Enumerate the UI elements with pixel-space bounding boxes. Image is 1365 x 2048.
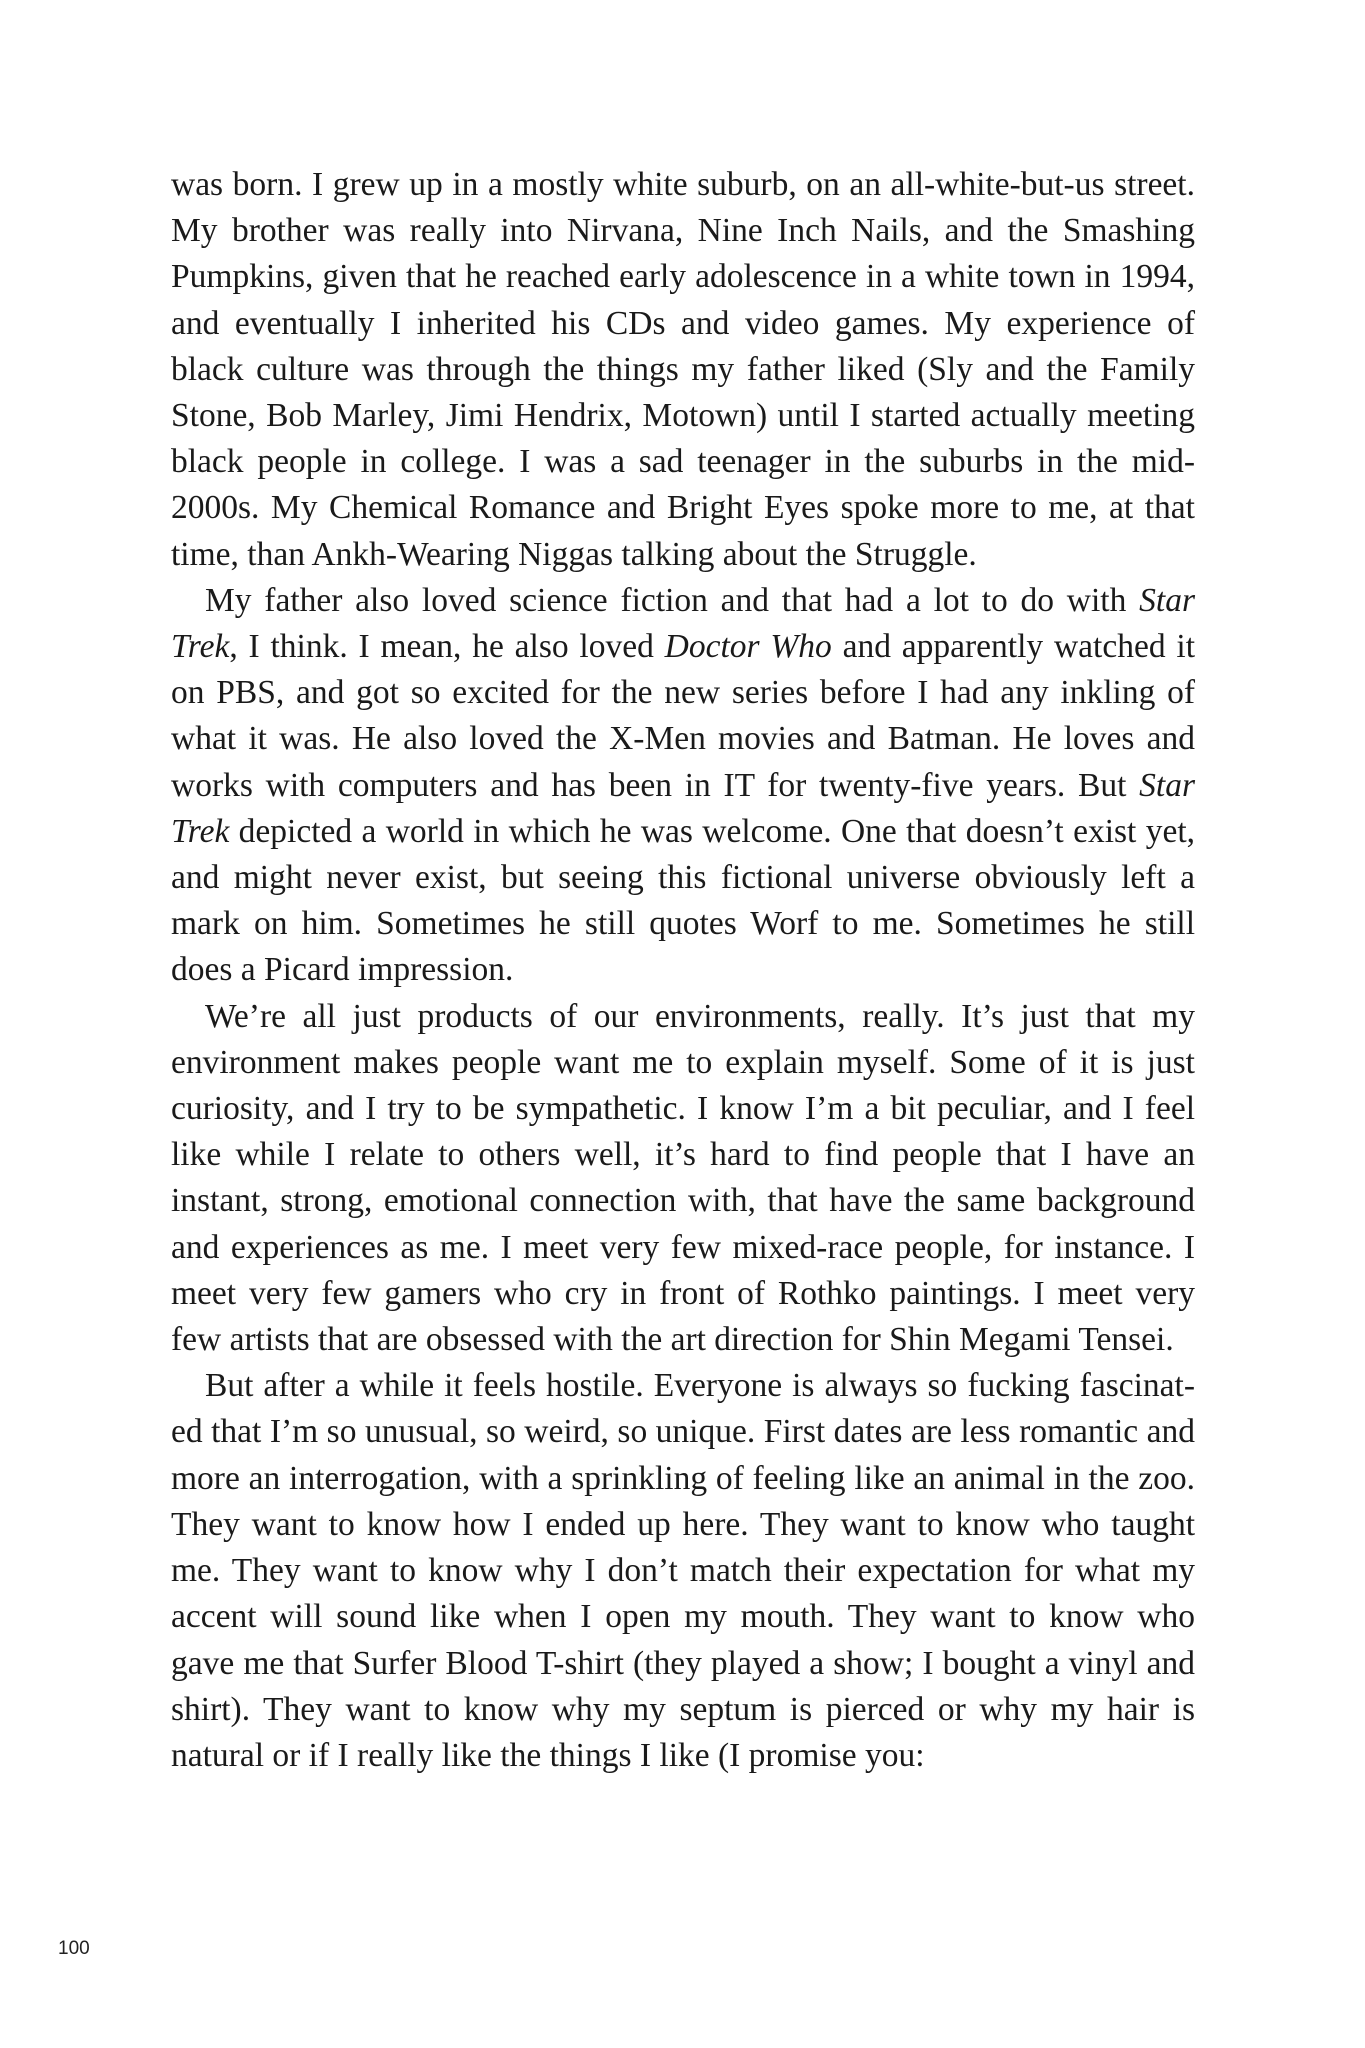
text-run: was born. I grew up in a mostly white suburb, on an all-white-but-us street. My brother was really into Nirvana, Nine Inch Nails, and the Smashing Pumpkins, given that he reached early adolescence in a white town in 1994, and eventually I inherited his CDs and video games. My experience of black culture was through the things my father liked (Sly and the Family Stone, Bob Marley, Jimi Hendrix, Motown) until I started actually meeting black people in college. I was a sad teenager in the suburbs in the mid-2000s. My Chemical Romance and Bright Eyes spoke more to me, at that time, than Ankh-Wearing Niggas talking about the Struggle.	[171, 166, 1195, 573]
text-run: depicted a world in which he was welcome. One that doesn’t exist yet, and might never exist, but seeing this fictional universe obviously left a mark on him. Sometimes he still quotes Worf to me. Sometimes he still does a Picard impression.	[171, 812, 1195, 989]
text-run: , I think. I mean, he also loved	[229, 628, 665, 666]
text-run: But after a while it feels hostile. Everyone is always so fucking fascinated that I’m so unusual, so weird, so unique. First dates are less romantic and more an interrogation, with a sprinkling of feeling like an animal in the zoo. They want to know how I ended up here. They want to know who taught me. They want to know why I don’t match their expectation for what my accent will sound like when I open my mouth. They want to know who gave me that Surfer Blood T-shirt (they played a show; I bought a vinyl and shirt). They want to know why my septum is pierced or why my hair is natural or if I really like the things I like (I promise you:	[171, 1367, 1195, 1774]
text-run: and apparently watched it on PBS, and got so excited for the new series before I had any inkling of what it was. He also loved the X-Men movies and Batman. He loves and works with computers and has been in IT for twenty-five years. But	[171, 628, 1196, 804]
paragraph-2	[171, 578, 1195, 994]
page-body-text	[171, 162, 1195, 1779]
paragraph-4	[171, 1363, 1195, 1779]
text-run: My father also loved science fiction and that had a lot to do with	[205, 581, 1140, 619]
text-run: We’re all just products of our environments, really. It’s just that my environment makes people want me to explain myself. Some of it is just curiosity, and I try to be sympathetic. I know I’m a bit peculiar, and I feel like while I relate to others well, it’s hard to find people that I have an instant, strong, emotional connection with, that have the same background and experiences as me. I meet very few mixed-race people, for instance. I meet very few gamers who cry in front of Rothko paintings. I meet very few artists that are obsessed with the art direction for Shin Megami Tensei.	[171, 997, 1195, 1359]
title-star-trek: Star Trek	[171, 766, 1195, 850]
page-number: 100	[58, 1938, 90, 1959]
paragraph-1	[171, 162, 1195, 578]
paragraph-3	[171, 994, 1195, 1364]
title-doctor-who: Doctor Who	[664, 628, 832, 666]
title-star-trek: Star Trek	[171, 581, 1195, 666]
